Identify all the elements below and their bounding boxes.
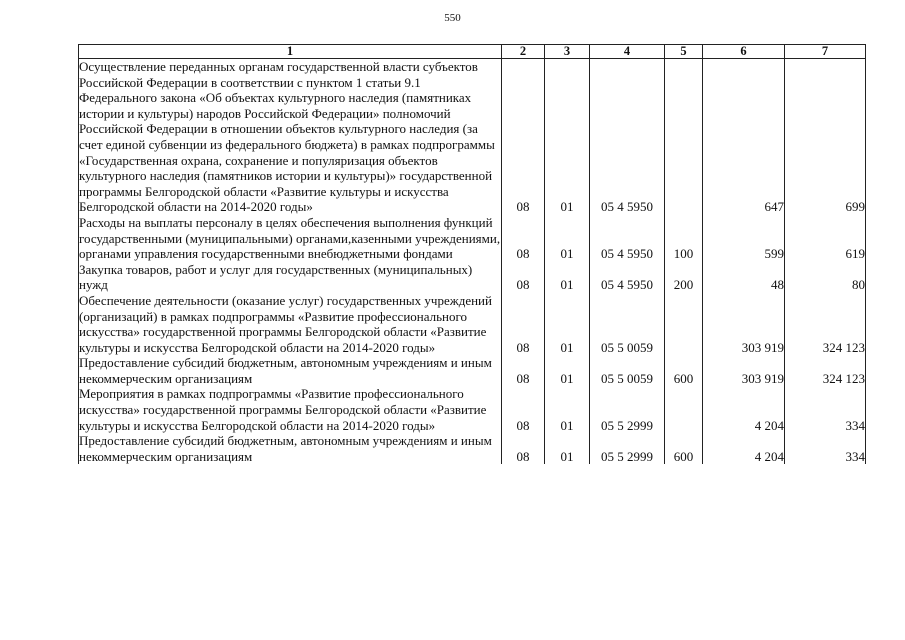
- row-target-article: 05 5 2999: [590, 433, 665, 464]
- row-subsection: 01: [545, 215, 590, 262]
- row-section: 08: [502, 293, 545, 355]
- row-expense-type: [665, 386, 703, 433]
- table-row: [79, 355, 866, 386]
- table-row: [79, 433, 866, 464]
- page-number: 550: [444, 12, 461, 24]
- header-col-1: 1: [79, 45, 502, 59]
- table-row: [79, 293, 866, 355]
- row-expense-type: 200: [665, 262, 703, 293]
- header-col-5: 5: [665, 45, 703, 59]
- table-row: [79, 215, 866, 262]
- header-col-2: 2: [502, 45, 545, 59]
- row-section: 08: [502, 262, 545, 293]
- row-amount-col7: 324 123: [785, 355, 866, 386]
- row-subsection: 01: [545, 59, 590, 215]
- row-name: Осуществление переданных органам государственной власти субъектов Российской Федерации в соответствии с пунктом 1 статьи 9.1 Федерального закона «Об объектах культурного наследия (памятниках истории и культуры) народов Российской Федерации» полномочий Российской Федерации в отношении объектов культурного наследия (за счет единой субвенции из федерального бюджета) в рамках подпрограммы «Государственная охрана, сохранение и популяризация объектов культурного наследия (памятников истории и культуры)» государственной программы Белгородской области «Развитие культуры и искусства Белгородской области на 2014-2020 годы»: [79, 59, 502, 215]
- row-section: 08: [502, 215, 545, 262]
- row-subsection: 01: [545, 262, 590, 293]
- row-target-article: 05 4 5950: [590, 215, 665, 262]
- row-subsection: 01: [545, 386, 590, 433]
- row-subsection: 01: [545, 355, 590, 386]
- row-target-article: 05 5 2999: [590, 386, 665, 433]
- row-amount-col7: 324 123: [785, 293, 866, 355]
- row-amount-col6: 599: [703, 215, 785, 262]
- row-expense-type: 600: [665, 433, 703, 464]
- row-amount-col6: 303 919: [703, 293, 785, 355]
- row-amount-col7: 334: [785, 433, 866, 464]
- row-name: Закупка товаров, работ и услуг для государственных (муниципальных) нужд: [79, 262, 502, 293]
- row-amount-col6: 48: [703, 262, 785, 293]
- row-target-article: 05 4 5950: [590, 59, 665, 215]
- row-expense-type: 600: [665, 355, 703, 386]
- row-subsection: 01: [545, 433, 590, 464]
- row-target-article: 05 5 0059: [590, 293, 665, 355]
- row-section: 08: [502, 355, 545, 386]
- row-expense-type: 100: [665, 215, 703, 262]
- row-section: 08: [502, 386, 545, 433]
- row-amount-col7: 80: [785, 262, 866, 293]
- row-amount-col7: 699: [785, 59, 866, 215]
- row-name: Расходы на выплаты персоналу в целях обеспечения выполнения функций государственными (муниципальными) органами,казенными учреждениями, органами управления государственными внебюджетными фондами: [79, 214, 501, 262]
- table-row: [79, 386, 866, 433]
- row-amount-col7: 619: [785, 215, 866, 262]
- row-target-article: 05 5 0059: [590, 355, 665, 386]
- row-name: Предоставление субсидий бюджетным, автономным учреждениям и иным некоммерческим организациям: [79, 433, 502, 464]
- row-expense-type: [665, 293, 703, 355]
- row-amount-col6: 303 919: [703, 355, 785, 386]
- row-target-article: 05 4 5950: [590, 262, 665, 293]
- row-name: Мероприятия в рамках подпрограммы «Развитие профессионального искусства» государственной программы Белгородской области «Развитие культуры и искусства Белгородской области на 2014-2020 годы»: [79, 386, 502, 433]
- row-amount-col6: 647: [703, 59, 785, 215]
- row-section: 08: [502, 59, 545, 215]
- header-col-4: 4: [590, 45, 665, 59]
- row-amount-col7: 334: [785, 386, 866, 433]
- row-amount-col6: 4 204: [703, 433, 785, 464]
- row-name: Предоставление субсидий бюджетным, автономным учреждениям и иным некоммерческим организациям: [79, 355, 502, 386]
- header-col-6: 6: [703, 45, 785, 59]
- table-row: [79, 59, 866, 215]
- row-expense-type: [665, 59, 703, 215]
- header-col-3: 3: [545, 45, 590, 59]
- budget-table: [78, 44, 866, 464]
- table-row: [79, 262, 866, 293]
- row-name: Обеспечение деятельности (оказание услуг) государственных учреждений (организаций) в рамках подпрограммы «Развитие профессионального искусства» государственной программы Белгородской области «Развитие культуры и искусства Белгородской области на 2014-2020 годы»: [79, 293, 502, 355]
- row-section: 08: [502, 433, 545, 464]
- row-amount-col6: 4 204: [703, 386, 785, 433]
- row-subsection: 01: [545, 293, 590, 355]
- header-col-7: 7: [785, 45, 866, 59]
- header-row: [79, 45, 866, 59]
